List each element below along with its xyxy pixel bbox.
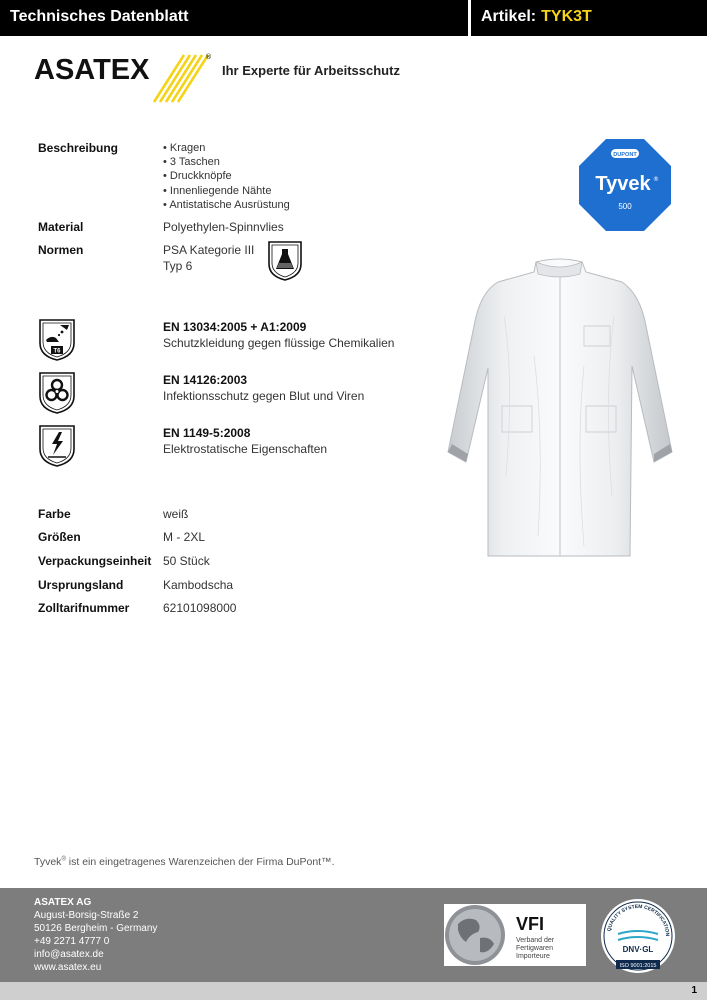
logo-text: ASATEX [34,54,150,86]
company-name: ASATEX AG [34,897,92,908]
trademark-note: Tyvek® ist ein eingetragenes Warenzeichen der Firma DuPont™. [34,856,335,868]
phone-number: +49 2271 4777 0 [34,936,110,947]
standard-code: EN 14126:2003 [163,373,248,387]
pack-value: 50 Stück [163,554,210,568]
svg-text:Fertigwaren: Fertigwaren [516,945,553,952]
pack-label: Verpackungseinheit [38,554,152,568]
dupont-label: DUPONT [613,152,637,158]
dnv-gl-certification-seal [600,898,676,974]
footer [0,888,707,982]
electrostatic-icon [38,424,76,468]
tariff-label: Zolltarifnummer [38,601,130,615]
norms-label: Normen [38,243,84,257]
list-item: • Kragen [163,142,206,154]
svg-text:ISO 9001:2015: ISO 9001:2015 [619,963,657,969]
list-item: • Innenliegende Nähte [163,184,272,197]
street-address: August-Borsig-Straße 2 [34,910,139,921]
norms-type: Typ 6 [163,259,193,273]
asatex-logo [34,50,214,106]
list-item: • 3 Taschen [163,156,220,169]
svg-text:Verband der: Verband der [516,937,555,944]
list-item: • Antistatische Ausrüstung [163,198,290,211]
article-info [481,8,592,26]
city-address: 50126 Bergheim - Germany [34,923,158,934]
description-list [163,141,290,212]
svg-text:DNV·GL: DNV·GL [622,945,654,954]
color-label: Farbe [38,507,71,521]
biohazard-icon [38,371,76,415]
tyvek-name: Tyvek [595,173,651,195]
material-value: Polyethylen-Spinnvlies [163,220,284,234]
vfi-logo [444,902,586,968]
sizes-value: M - 2XL [163,530,206,544]
chemical-flask-shield-icon [267,240,303,282]
vfi-title: VFI [516,914,545,934]
list-item: • Druckknöpfe [163,170,232,183]
header-divider [468,0,471,36]
color-value: weiß [163,507,189,521]
article-label: Artikel: [481,8,537,25]
header-bar [0,0,707,36]
standard-code: EN 13034:2005 + A1:2009 [163,320,307,334]
lab-coat-image [444,256,676,560]
page-footer-bar [0,982,707,1000]
tariff-value: 62101098000 [163,601,237,615]
svg-text:®: ® [653,176,659,183]
description-label: Beschreibung [38,141,119,155]
tyvek-badge [578,138,672,232]
standard-description: Infektionsschutz gegen Blut und Viren [163,389,365,403]
page-number: 1 [691,985,697,996]
logo-stripes-icon [154,55,208,102]
standard-description: Elektrostatische Eigenschaften [163,442,328,456]
origin-label: Ursprungsland [38,578,124,592]
svg-text:®: ® [205,53,212,61]
svg-text:T6: T6 [53,348,61,355]
tyvek-number: 500 [618,202,632,211]
sizes-label: Größen [38,530,81,544]
standard-description: Schutzkleidung gegen flüssige Chemikalien [163,336,395,350]
svg-text:Importeure: Importeure [516,953,550,960]
document-title: Technisches Datenblatt [10,8,189,25]
tagline: Ihr Experte für Arbeitsschutz [222,63,400,78]
standard-code: EN 1149-5:2008 [163,426,251,440]
norms-category: PSA Kategorie III [163,243,255,257]
origin-value: Kambodscha [163,578,234,592]
email-link[interactable]: info@asatex.de [34,949,104,960]
svg-text:QUALITY SYSTEM CERTIFICATION: QUALITY SYSTEM CERTIFICATION [606,903,671,937]
contact-block [34,896,157,974]
chemical-liquid-t6-icon [38,318,76,362]
website-link[interactable]: www.asatex.eu [34,962,102,973]
article-code: TYK3T [541,8,592,25]
material-label: Material [38,220,84,234]
